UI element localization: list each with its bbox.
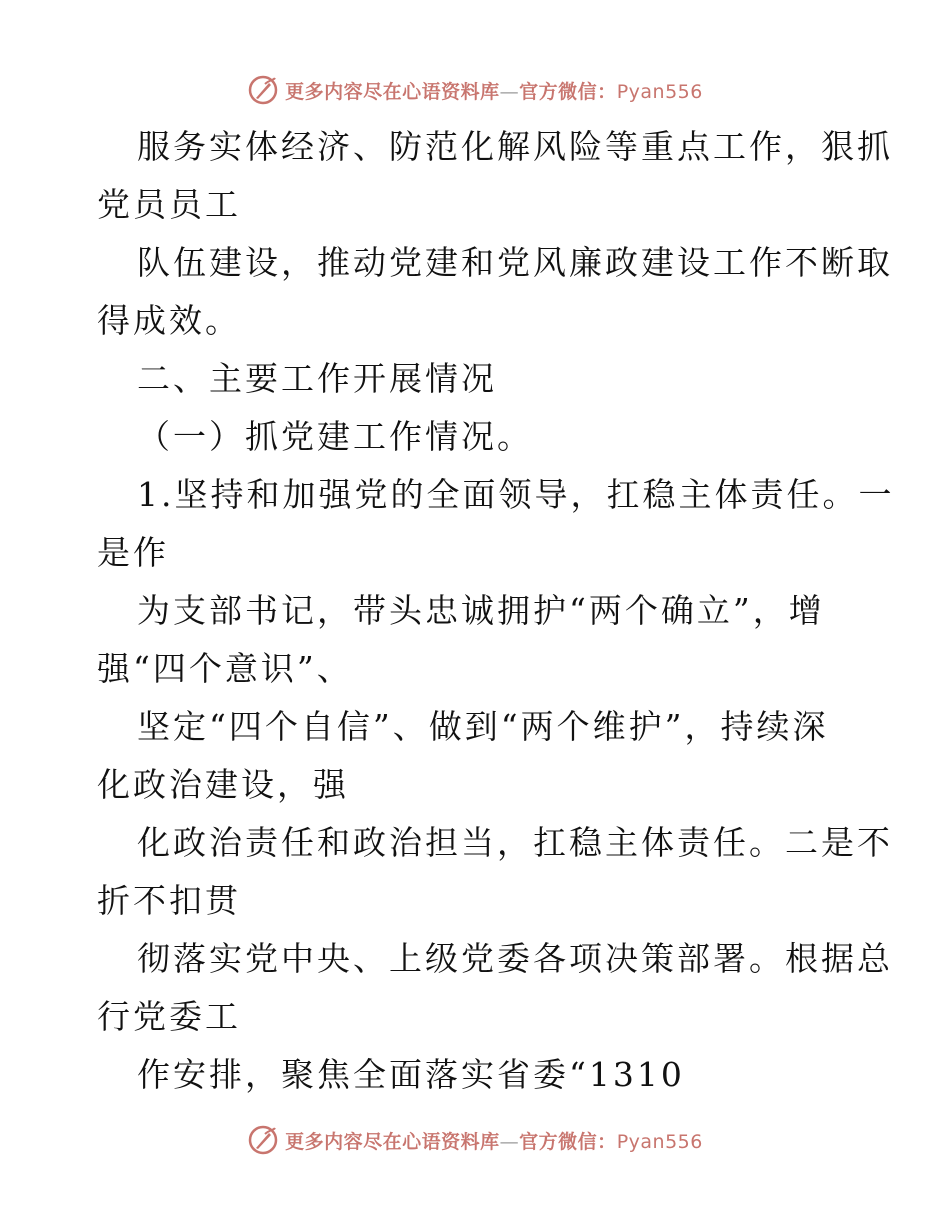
- header-watermark: [0, 70, 950, 110]
- text-line-content: 坚定“四个自信”、做到“两个维护”，持续深: [137, 707, 829, 746]
- watermark-brand: 更多内容尽在心语资料库: [285, 80, 500, 103]
- text-line: [97, 698, 857, 756]
- text-line-content: （一）抓党建工作情况。: [137, 417, 533, 456]
- text-line-content: 为支部书记，带头忠诚拥护“两个确立”，增: [137, 591, 825, 630]
- text-line-content: 1.坚持和加强党的全面领导，扛稳主体责任。一: [137, 475, 895, 514]
- text-line-content: 彻落实党中央、上级党委各项决策部署。根据总: [137, 939, 893, 978]
- text-line: [97, 234, 893, 292]
- text-line-content: 二、主要工作开展情况: [137, 359, 497, 398]
- text-line: [97, 988, 857, 1046]
- text-line: [97, 118, 893, 176]
- text-line-content: 行党委工: [97, 997, 241, 1036]
- text-line-content: 化政治建设，强: [97, 765, 349, 804]
- text-line: [97, 756, 857, 814]
- watermark-contact-id: Pyan556: [616, 1130, 703, 1153]
- text-line: [97, 930, 893, 988]
- document-body: [97, 118, 895, 1104]
- text-line: [97, 350, 857, 408]
- text-line-content: 队伍建设，推动党建和党风廉政建设工作不断取: [137, 243, 893, 282]
- text-line-content: 得成效。: [97, 301, 241, 340]
- watermark-separator: —: [499, 1130, 520, 1153]
- text-line: [97, 640, 857, 698]
- text-line-content: 党员员工: [97, 185, 241, 224]
- text-line: [97, 466, 895, 524]
- text-line-content: 化政治责任和政治担当，扛稳主体责任。二是不: [137, 823, 893, 862]
- text-line: [97, 872, 857, 930]
- quill-logo-icon: [247, 1124, 279, 1156]
- watermark-separator: —: [499, 80, 520, 103]
- watermark-text: [285, 77, 703, 104]
- watermark-contact-label: 官方微信：: [519, 1130, 617, 1153]
- footer-watermark: [0, 1120, 950, 1160]
- text-line: [97, 292, 857, 350]
- text-line-content: 是作: [97, 533, 169, 572]
- text-line: [97, 582, 857, 640]
- text-line-content: 强“四个意识”、: [97, 649, 353, 688]
- text-line: [97, 1046, 857, 1104]
- text-line: [97, 408, 857, 466]
- watermark-contact-label: 官方微信：: [519, 80, 617, 103]
- watermark-text: [285, 1127, 703, 1154]
- text-line-content: 折不扣贯: [97, 881, 241, 920]
- text-line: [97, 814, 893, 872]
- text-line: [97, 524, 857, 582]
- text-line-content: 作安排，聚焦全面落实省委“1310: [137, 1055, 685, 1094]
- quill-logo-icon: [247, 74, 279, 106]
- text-line: [97, 176, 857, 234]
- text-line-content: 服务实体经济、防范化解风险等重点工作，狠抓: [137, 127, 893, 166]
- watermark-contact-id: Pyan556: [616, 80, 703, 103]
- watermark-brand: 更多内容尽在心语资料库: [285, 1130, 500, 1153]
